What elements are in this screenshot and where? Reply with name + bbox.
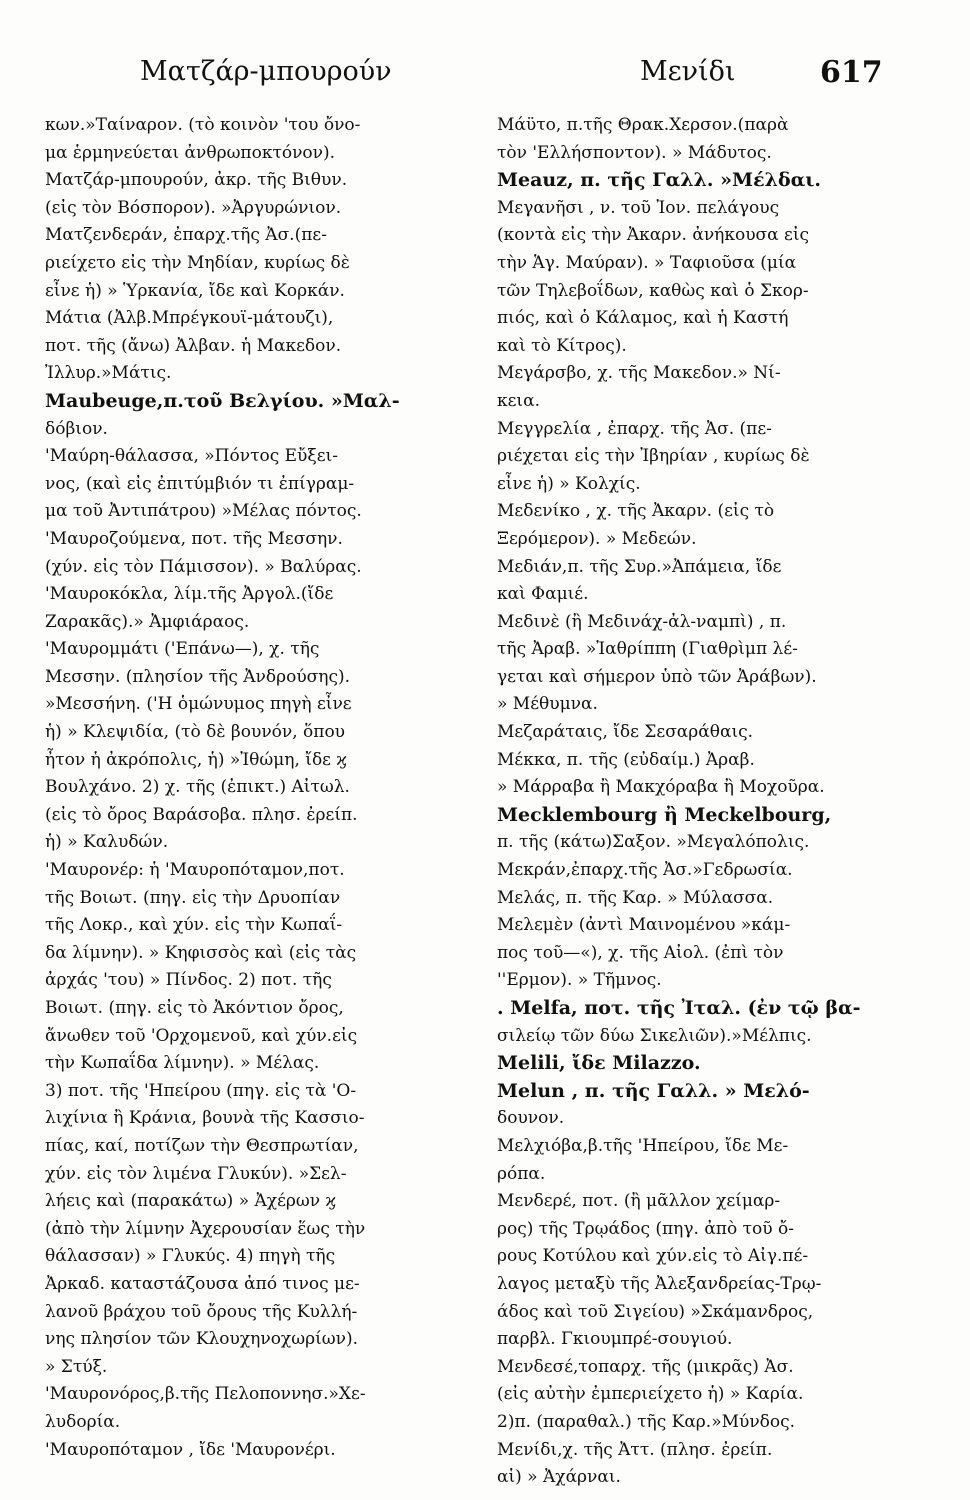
text-line: νος, (καὶ εἰς ἐπιτύμβιόν τι ἐπίγραμ- <box>45 473 355 494</box>
text-line: ρος) τῆς Τρῳάδος (πηγ. ἀπὸ τοῦ ὄ- <box>497 1218 794 1239</box>
text-line: Μελχιόβα,β.τῆς 'Ηπείρου, ἴδε Με- <box>497 1135 789 1156</box>
running-head-right: Μενίδι <box>640 56 736 87</box>
text-line: Ματζάρ-μπουρούν, ἀκρ. τῆς Βιθυν. <box>45 170 348 191</box>
text-line: Μεδιάν,π. τῆς Συρ.»Ἀπάμεια, ἴδε <box>497 556 782 577</box>
text-line: πος τοῦ—«), χ. τῆς Αἰολ. (ἐπὶ τὸν <box>497 942 784 963</box>
text-line: (εἰς τὸ ὄρος Βαράσοβα. πλησ. ἐρείπ. <box>45 804 358 825</box>
text-line: Ἀρκαδ. καταστάζουσα ἀπό τινος με- <box>45 1273 360 1294</box>
text-line: Μεδινὲ (ἢ Μεδινάχ-ἀλ-ναμπὶ) , π. <box>497 611 787 632</box>
text-line: Mecklembourg ἢ Meckelbourg, <box>497 803 832 826</box>
text-line: λιχίνια ἢ Κράνια, βουνὰ τῆς Κασσιο- <box>45 1108 365 1129</box>
text-line: χύν. εἰς τὸν λιμένα Γλυκύν). »Σελ- <box>45 1163 347 1184</box>
text-line: Βοιωτ. (πηγ. εἰς τὸ Ἀκόντιον ὄρος, <box>45 998 344 1018</box>
text-line: Μεδενίκο , χ. τῆς Ἀκαρν. (εἰς τὸ <box>497 501 775 522</box>
text-line: άδος καὶ τοῦ Σιγείου) »Σκάμανδρος, <box>497 1301 814 1322</box>
text-line: θάλασσαν) » Γλυκύς. 4) πηγὴ τῆς <box>45 1246 336 1267</box>
text-line: Μενδερέ, ποτ. (ἢ μᾶλλον χείμαρ- <box>497 1191 781 1212</box>
text-line: Μελεμὲν (ἀντὶ Μαινομένου »κάμ- <box>497 915 791 936</box>
text-line: 2)π. (παραθαλ.) τῆς Καρ.»Μύνδος. <box>497 1411 796 1432</box>
text-line: (ἀπὸ τὴν λίμνην Ἀχερουσίαν ἕως τὴν <box>45 1218 366 1239</box>
text-line: εἶνε ἡ) » Ὑρκανία, ἴδε καὶ Κορκάν. <box>45 280 345 301</box>
text-line: »Μεσσήνη. ('Η ὁμώνυμος πηγὴ εἶνε <box>45 694 352 715</box>
text-line: (χύν. εἰς τὸν Πάμισσον). » Βαλύρας. <box>45 556 362 577</box>
text-line: ''Ερμον). » Τῆμνος. <box>497 970 662 991</box>
text-line: ἦτον ἡ ἀκρόπολις, ἡ) »Ἰθώμη, ἴδε ϗ <box>45 749 347 770</box>
text-line: Μενδεσέ,τοπαρχ. τῆς (μικρᾶς) Ἀσ. <box>497 1356 794 1377</box>
text-line: παρβλ. Γκιουμπρέ-σουγιού. <box>497 1329 733 1350</box>
text-line: ριείχετο εἰς τὴν Μηδίαν, κυρίως δὲ <box>45 252 350 273</box>
text-line: δόβιον. <box>45 418 108 439</box>
text-line: Ζαρακᾶς).» Ἀμφιάραος. <box>45 611 250 632</box>
text-line: γεται καὶ σήμερον ὑπὸ τῶν Ἀράβων). <box>497 666 817 687</box>
text-line: καὶ Φαμιέ. <box>497 584 589 605</box>
text-line: Ξερόμερον). » Μεδεών. <box>497 528 697 549</box>
text-line: ἡ) » Καλυδών. <box>45 832 169 853</box>
text-line: (εἰς αὐτὴν ἐμπεριείχετο ἡ) » Καρία. <box>497 1384 804 1405</box>
text-line: πιός, καὶ ὁ Κάλαμος, καὶ ἡ Καστή <box>497 308 789 329</box>
text-line: ρόπα. <box>497 1163 546 1184</box>
text-line: 'Μαυρονόρος,β.τῆς Πελοποννησ.»Χε- <box>45 1384 366 1405</box>
text-line: τῆς Λοκρ., καὶ χύν. εἰς τὴν Κωπαΐ- <box>45 915 343 936</box>
text-line: τῶν Τηλεβοΐδων, καθὼς καὶ ὁ Σκορ- <box>497 280 809 301</box>
text-line: Μεγγρελία , ἐπαρχ. τῆς Ἀσ. (πε- <box>497 418 772 439</box>
text-line: Ἰλλυρ.»Μάτις. <box>45 363 172 384</box>
text-line: Maubeuge,π.τοῦ Βελγίου. »Μαλ- <box>45 389 400 412</box>
text-line: Βουλχάνο. 2) χ. τῆς (ἐπικτ.) Αἰτωλ. <box>45 777 350 798</box>
page-number: 617 <box>820 55 883 90</box>
text-line: Μεσσην. (πλησίον τῆς Ἀνδρούσης). <box>45 666 351 687</box>
text-line: Μεγανῆσι , ν. τοῦ Ἰον. πελάγους <box>497 197 780 218</box>
text-line: (κοντὰ εἰς τὴν Ἀκαρν. ἀνήκουσα εἰς <box>497 225 810 246</box>
text-line: τὴν Ἁγ. Μαύραν). » Ταφιοῦσα (μία <box>497 252 797 273</box>
text-line: Μάϋτο, π.τῆς Θρακ.Χερσον.(παρὰ <box>497 115 789 135</box>
text-line: μα ἑρμηνεύεται ἀνθρωποκτόνον). <box>45 142 336 163</box>
text-line: Ματζενδεράν, ἐπαρχ.τῆς Ἀσ.(πε- <box>45 225 327 246</box>
text-line: δα λίμνην). » Κηφισσὸς καὶ (εἰς τὰς <box>45 942 357 963</box>
text-line: π. τῆς (κάτω)Σαξον. »Μεγαλόπολις. <box>497 832 810 853</box>
text-line: κεια. <box>497 390 540 411</box>
text-line: (εἰς τὸν Βόσπορον). »Ἀργυρώνιον. <box>45 197 342 218</box>
text-line: 'Μαύρη-θάλασσα, »Πόντος Εὔξει- <box>45 446 338 467</box>
running-head-left: Ματζάρ-μπουρούν <box>140 56 392 87</box>
text-line: δουνον. <box>497 1108 565 1129</box>
text-line: Μεγάρσβο, χ. τῆς Μακεδον.» Νί- <box>497 363 781 384</box>
text-line: Μεζαράταις, ἴδε Σεσαράθαις. <box>497 722 754 743</box>
text-line: ριέχεται εἰς τὴν Ἰβηρίαν , κυρίως δὲ <box>497 446 810 467</box>
left-column <box>45 112 475 1464</box>
text-line: 'Μαυροπόταμον , ἴδε 'Μαυρονέρι. <box>45 1439 336 1460</box>
text-line: 'Μαυροκόκλα, λίμ.τῆς Ἀργολ.(ἴδε <box>45 584 334 605</box>
text-line: νης πλησίον τῶν Κλουχηνοχωρίων). <box>45 1329 358 1350</box>
text-line: καὶ τὸ Κίτρος). <box>497 335 627 356</box>
text-line: τὴν Κωπαΐδα λίμνην). » Μέλας. <box>45 1053 320 1074</box>
text-line: 'Μαυροζούμενα, ποτ. τῆς Μεσσην. <box>45 528 343 549</box>
text-line: Μενίδι,χ. τῆς Ἀττ. (πλησ. ἐρείπ. <box>497 1439 773 1460</box>
text-line: » Μέθυμνα. <box>497 694 598 715</box>
text-line: Meauz, π. τῆς Γαλλ. »Μέλδαι. <box>497 169 822 192</box>
text-line: μα τοῦ Ἀντιπάτρου) »Μέλας πόντος. <box>45 501 362 522</box>
text-line: Μέκκα, π. τῆς (εὐδαίμ.) Ἀραβ. <box>497 749 755 770</box>
text-line: λυδορία. <box>45 1411 121 1432</box>
text-line: » Μάρραβα ἢ Μακχόραβα ἢ Μοχοῦρα. <box>497 777 825 798</box>
text-line: Melun , π. τῆς Γαλλ. » Μελό- <box>497 1079 810 1102</box>
text-line: εἶνε ἡ) » Κολχίς. <box>497 473 641 494</box>
right-column <box>497 112 924 1492</box>
text-line: 3) ποτ. τῆς 'Ηπείρου (πηγ. εἰς τὰ 'Ο- <box>45 1080 357 1101</box>
text-line: τῆς Βοιωτ. (πηγ. εἰς τὴν Δρυοπίαν <box>45 887 341 908</box>
text-line: ποτ. τῆς (ἄνω) Ἀλβαν. ἡ Μακεδον. <box>45 335 342 356</box>
text-line: ἄνωθεν τοῦ 'Ορχομενοῦ, καὶ χύν.εἰς <box>45 1025 358 1046</box>
text-line: λήεις καὶ (παρακάτω) » Ἀχέρων ϗ <box>45 1191 337 1212</box>
text-line: ρους Κοτύλου καὶ χύν.εἰς τὸ Αἰγ.πέ- <box>497 1246 809 1267</box>
text-line: τὸν 'Ελλήσποντον). » Μάδυτος. <box>497 142 772 163</box>
text-line: κων.»Ταίναρον. (τὸ κοινὸν 'του ὄνο- <box>45 115 361 135</box>
text-line: . Melfa, ποτ. τῆς Ἰταλ. (ἐν τῷ βα- <box>497 997 861 1019</box>
text-line: Melili, ἴδε Milazzo. <box>497 1052 701 1075</box>
text-line: Μελάς, π. τῆς Καρ. » Μύλασσα. <box>497 887 774 908</box>
text-line: Μεκράν,ἐπαρχ.τῆς Ἀσ.»Γεδρωσία. <box>497 860 793 881</box>
text-line: 'Μαυρομμάτι ('Επάνω—), χ. τῆς <box>45 639 320 660</box>
text-line: Μάτια (Ἀλβ.Μπρέγκουϊ-μάτουζι), <box>45 308 334 329</box>
text-line: πίας, καί, ποτίζων τὴν Θεσπρωτίαν, <box>45 1135 359 1156</box>
text-line: λανοῦ βράχου τοῦ ὄρους τῆς Κυλλή- <box>45 1301 358 1322</box>
text-line: ἡ) » Κλεψιδία, (τὸ δὲ βουνόν, ὅπου <box>45 722 346 743</box>
text-line: 'Μαυρονέρ: ἡ 'Μαυροπόταμον,ποτ. <box>45 860 345 881</box>
text-line: τῆς Ἀραβ. »Ἰαθρίππη (Γιαθρὶμπ λέ- <box>497 639 798 660</box>
text-line: αἱ) » Ἀχάρναι. <box>497 1467 621 1488</box>
text-line: » Στύξ. <box>45 1356 108 1377</box>
text-line: σιλείῳ τῶν δύω Σικελιῶν).»Μέλπις. <box>497 1025 812 1046</box>
text-line: ἀρχάς 'του) » Πίνδος. 2) ποτ. τῆς <box>45 970 332 991</box>
text-line: λαγος μεταξὺ τῆς Ἀλεξανδρείας-Τρῳ- <box>497 1273 822 1294</box>
